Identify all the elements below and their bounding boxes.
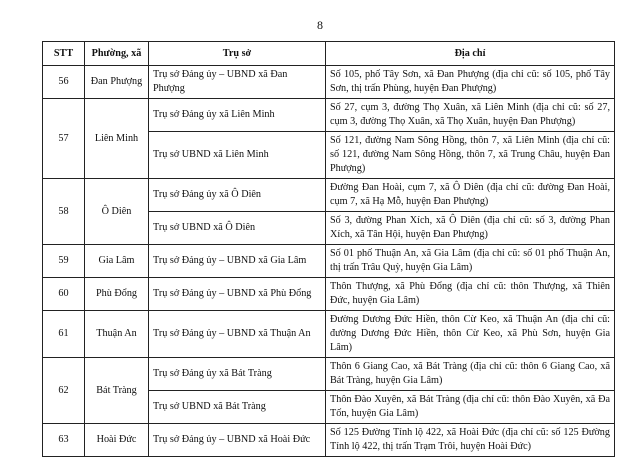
ward-cell: Gia Lâm	[85, 245, 149, 278]
address-cell: Số 105, phố Tây Sơn, xã Đan Phượng (địa chỉ cũ: số 105, phố Tây Sơn, thị trấn Phùng, huyện Đan Phượng)	[326, 66, 615, 99]
ward-cell: Phù Đổng	[85, 278, 149, 311]
ward-cell: Liên Minh	[85, 99, 149, 179]
address-cell: Số 3, đường Phan Xích, xã Ô Diên (địa chỉ cũ: số 3, đường Phan Xích, xã Tân Hội, huyện Đan Phượng)	[326, 212, 615, 245]
ward-cell: Bát Tràng	[85, 358, 149, 424]
stt-cell: 62	[43, 358, 85, 424]
stt-cell: 56	[43, 66, 85, 99]
office-cell: Trụ sở Đảng ủy – UBND xã Đan Phượng	[149, 66, 326, 99]
stt-cell: 57	[43, 99, 85, 179]
address-cell: Đường Đan Hoài, cụm 7, xã Ô Diên (địa chỉ cũ: đường Đan Hoài, cụm 7, xã Hạ Mỗ, huyện Đan Phượng)	[326, 179, 615, 212]
office-cell: Trụ sở UBND xã Bát Tràng	[149, 391, 326, 424]
office-cell: Trụ sở Đảng ủy – UBND xã Hoài Đức	[149, 424, 326, 457]
office-cell: Trụ sở Đảng ủy – UBND xã Phù Đổng	[149, 278, 326, 311]
address-cell: Số 01 phố Thuận An, xã Gia Lâm (địa chỉ cũ: số 01 phố Thuận An, thị trấn Trâu Quỳ, huyện Gia Lâm)	[326, 245, 615, 278]
office-address-table	[42, 41, 615, 457]
office-cell: Trụ sở Đảng ủy xã Ô Diên	[149, 179, 326, 212]
page-number: 8	[317, 18, 323, 32]
stt-cell: 58	[43, 179, 85, 245]
office-cell: Trụ sở Đảng ủy – UBND xã Gia Lâm	[149, 245, 326, 278]
header-stt: STT	[43, 42, 85, 66]
table-row	[43, 278, 615, 311]
office-cell: Trụ sở UBND xã Ô Diên	[149, 212, 326, 245]
ward-cell: Thuận An	[85, 311, 149, 358]
table-row	[43, 424, 615, 457]
ward-cell: Ô Diên	[85, 179, 149, 245]
office-cell: Trụ sở Đảng ủy xã Bát Tràng	[149, 358, 326, 391]
stt-cell: 59	[43, 245, 85, 278]
stt-cell: 60	[43, 278, 85, 311]
header-address: Địa chỉ	[326, 42, 615, 66]
stt-cell: 61	[43, 311, 85, 358]
office-cell: Trụ sở Đảng ủy – UBND xã Thuận An	[149, 311, 326, 358]
table-row	[43, 99, 615, 132]
address-cell: Thôn 6 Giang Cao, xã Bát Tràng (địa chỉ cũ: thôn 6 Giang Cao, xã Bát Tràng, huyện Gia Lâm)	[326, 358, 615, 391]
table-row	[43, 311, 615, 358]
address-cell: Số 125 Đường Tỉnh lộ 422, xã Hoài Đức (địa chỉ cũ: số 125 Đường Tỉnh lộ 422, thị trấn Trạm Trôi, huyện Hoài Đức)	[326, 424, 615, 457]
table-row	[43, 245, 615, 278]
stt-cell: 63	[43, 424, 85, 457]
ward-cell: Hoài Đức	[85, 424, 149, 457]
address-cell: Thôn Đào Xuyên, xã Bát Tràng (địa chỉ cũ: thôn Đào Xuyên, xã Đa Tốn, huyện Gia Lâm)	[326, 391, 615, 424]
table-header-row	[43, 42, 615, 66]
table-row	[43, 66, 615, 99]
address-cell: Số 121, đường Nam Sông Hồng, thôn 7, xã Liên Minh (địa chỉ cũ: số 121, đường Nam Sông Hồng, thôn 7, xã Trung Châu, huyện Đan Phượng)	[326, 132, 615, 179]
address-cell: Đường Dương Đức Hiền, thôn Cừ Keo, xã Thuận An (địa chỉ cũ: đường Dương Đức Hiền, thôn Cừ Keo, xã Phù Sơn, huyện Gia Lâm)	[326, 311, 615, 358]
header-ward: Phường, xã	[85, 42, 149, 66]
address-cell: Thôn Thượng, xã Phù Đổng (địa chỉ cũ: thôn Thượng, xã Thiên Đức, huyện Gia Lâm)	[326, 278, 615, 311]
table-row	[43, 358, 615, 391]
office-cell: Trụ sở Đảng ủy xã Liên Minh	[149, 99, 326, 132]
office-cell: Trụ sở UBND xã Liên Minh	[149, 132, 326, 179]
table-row	[43, 179, 615, 212]
address-cell: Số 27, cụm 3, đường Thọ Xuân, xã Liên Minh (địa chỉ cũ: số 27, cụm 3, đường Thọ Xuân, xã Thọ Xuân, huyện Đan Phượng)	[326, 99, 615, 132]
header-office: Trụ sở	[149, 42, 326, 66]
ward-cell: Đan Phượng	[85, 66, 149, 99]
